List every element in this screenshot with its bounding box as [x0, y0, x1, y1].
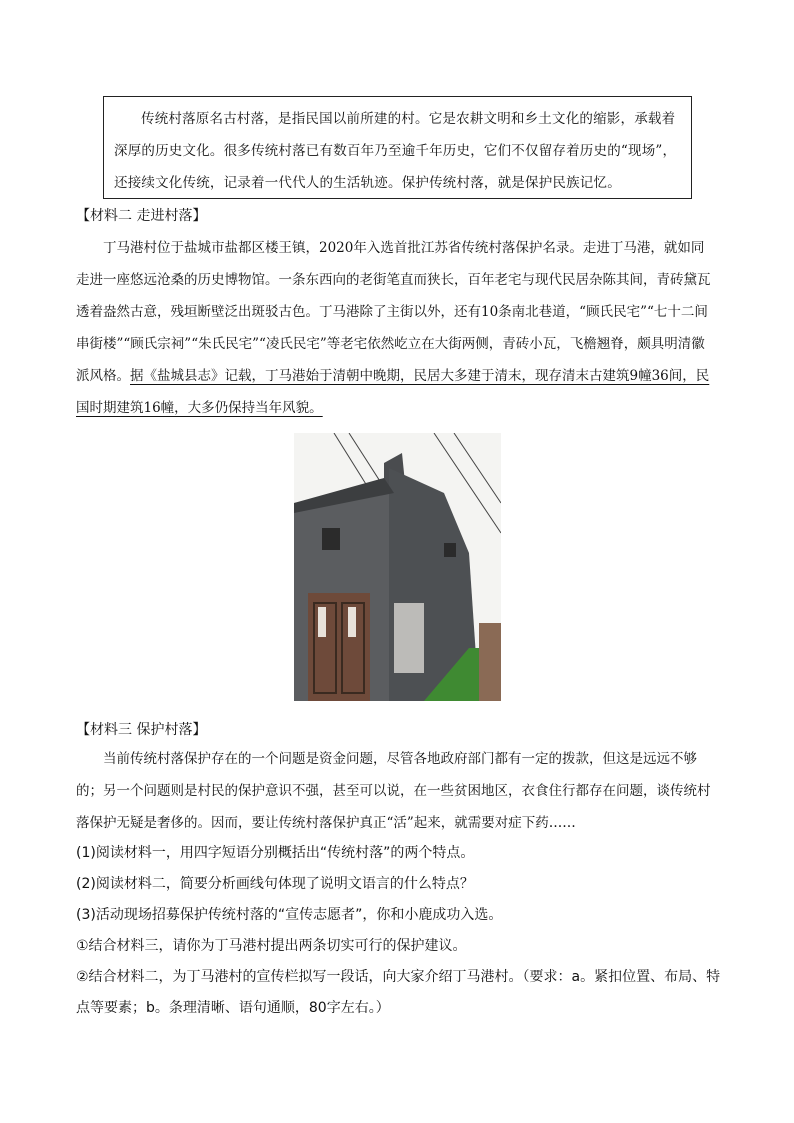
- question-3-part-a: ①结合材料三，请你为丁马港村提出两条切实可行的保护建议。: [76, 938, 467, 954]
- question-3: (3)活动现场招募保护传统村落的“宣传志愿者”，你和小鹿成功入选。: [76, 907, 503, 923]
- underlined-sentence: 据《盐城县志》记载，丁马港始于清朝中晚期，民居大多建于清末，现存清末古建筑9幢36间，民国时期建筑16幢，大多仍保持当年风貌。: [76, 368, 710, 416]
- material-two-paragraph: [76, 232, 716, 424]
- old-house-illustration: [294, 433, 501, 701]
- village-house-photo: [294, 433, 501, 701]
- material-one-text: 传统村落原名古村落，是指民国以前所建的村。它是农耕文明和乡土文化的缩影，承载着深厚的历史文化。很多传统村落已有数百年乃至逾千年历史，它们不仅留存着历史的“现场”，还接续文化传统，记录着一代代人的生活轨迹。保护传统村落，就是保护民族记忆。: [114, 111, 677, 191]
- material-two-text: 丁马港村位于盐城市盐都区楼王镇，2020年入选首批江苏省传统村落保护名录。走进丁马港，就如同走进一座悠远沧桑的历史博物馆。一条东西向的老街笔直而狭长，百年老宅与现代民居杂陈其间，青砖黛瓦透着盎然古意，残垣断壁泛出斑驳古色。丁马港除了主街以外，还有10条南北巷道，“顾氏民宅”“七十二间串街楼”“顾氏宗祠”“朱氏民宅”“凌氏民宅”等老宅依然屹立在大街两侧，青砖小瓦，飞檐翘脊，颇具明清徽派风格。: [76, 240, 711, 384]
- material-three-heading: 【材料三 保护村落】: [76, 722, 207, 738]
- material-two-heading: 【材料二 走进村落】: [76, 208, 207, 224]
- window: [322, 528, 340, 550]
- material-three-paragraph: 当前传统村落保护存在的一个问题是资金问题，尽管各地政府部门都有一定的拨款，但这是远远不够的；另一个问题则是村民的保护意识不强，甚至可以说，在一些贫困地区，衣食住行都存在问题，谈传统村落保护无疑是奢侈的。因而，要让传统村落保护真正“活”起来，就需要对症下药……: [76, 751, 711, 831]
- material-one-box: [103, 96, 692, 199]
- question-1: (1)阅读材料一，用四字短语分别概括出“传统村落”的两个特点。: [76, 845, 475, 861]
- wooden-door: [308, 593, 370, 701]
- question-2: (2)阅读材料二，简要分析画线句体现了说明文语言的什么特点？: [76, 876, 474, 892]
- question-3-part-b: ②结合材料二，为丁马港村的宣传栏拟写一段话，向大家介绍丁马港村。（要求：a。紧扣位置、布局、特点等要素；b。条理清晰、语句通顺，80字左右。）: [76, 969, 721, 1016]
